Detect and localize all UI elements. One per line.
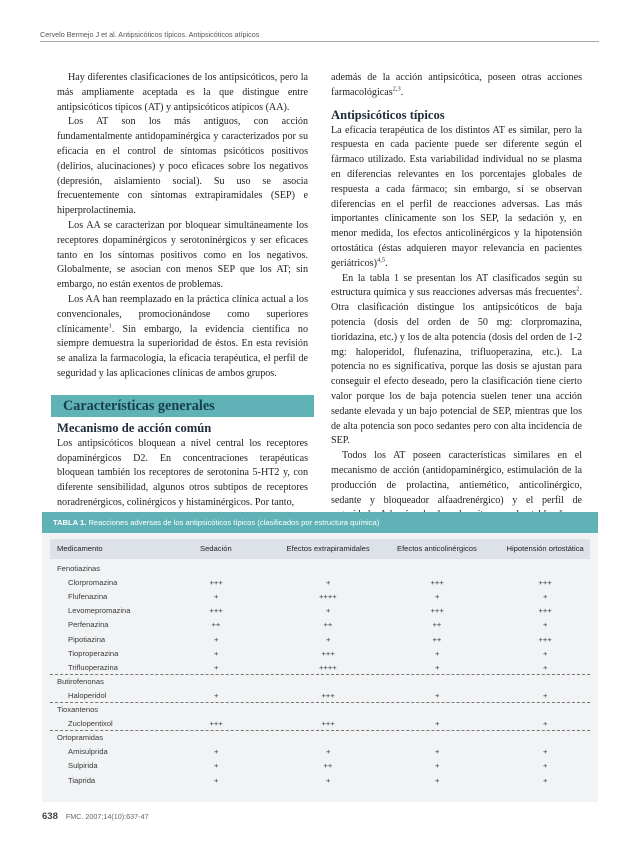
table-row bbox=[50, 759, 590, 773]
left-column bbox=[57, 71, 308, 511]
table-label: TABLA 1. bbox=[53, 518, 87, 527]
text-run: En la tabla 1 se presentan los AT clasificados según su estructura química y sus reacciones adversas más frecuentes bbox=[331, 272, 582, 299]
rating-cell: ++ bbox=[323, 620, 333, 630]
table-row bbox=[50, 745, 590, 759]
rating-cell: + bbox=[435, 719, 440, 729]
header-sedacion: Sedación bbox=[200, 544, 232, 553]
rating-cell: +++ bbox=[538, 578, 552, 588]
paragraph: Hay diferentes clasificaciones de los antipsicóticos, pero la más ampliamente aceptada es la que distingue entre antipsicóticos típicos (AT) y antipsicóticos atípicos (AA). bbox=[57, 72, 308, 113]
table-row bbox=[50, 604, 590, 618]
rating-cell: +++ bbox=[430, 606, 444, 616]
rating-cell: + bbox=[543, 747, 548, 757]
rating-cell: +++ bbox=[538, 606, 552, 616]
rating-cell: +++ bbox=[209, 578, 223, 588]
rating-cell: + bbox=[214, 690, 219, 700]
rating-cell: + bbox=[543, 775, 548, 785]
rating-cell: + bbox=[435, 761, 440, 771]
drug-name: Clorpromazina bbox=[68, 578, 118, 588]
rating-cell: ++ bbox=[432, 634, 442, 644]
table-title bbox=[42, 512, 598, 533]
rating-cell: ++++ bbox=[319, 592, 337, 602]
citation-ref: 4,5 bbox=[376, 256, 386, 264]
rating-cell: + bbox=[214, 648, 219, 658]
drug-name: Pipotiazina bbox=[68, 634, 106, 644]
rating-cell: + bbox=[543, 648, 548, 658]
text-run: además de la acción antipsicótica, poseen otras acciones farmacológicas bbox=[331, 72, 582, 98]
drug-name: Zuclopentixol bbox=[68, 719, 113, 729]
drug-name: Perfenazina bbox=[68, 620, 109, 630]
rating-cell: + bbox=[543, 620, 548, 630]
table-row bbox=[50, 717, 590, 731]
rating-cell: + bbox=[435, 592, 440, 602]
right-column bbox=[331, 71, 582, 538]
group-row bbox=[50, 731, 590, 745]
text-run: . bbox=[385, 257, 388, 269]
drug-name: Sulpirida bbox=[68, 761, 98, 771]
paragraph: Todos los AT poseen características similares en el mecanismo de acción (antidopaminérgico, estimulación de la producción de prolactina, antiemético, anticolinérgico, sedante y bloqueador alfaadrenérgico) y el perfil de bbox=[331, 450, 582, 506]
header-anticolinergicos: Efectos anticolinérgicos bbox=[397, 544, 477, 553]
drug-name: Levomepromazina bbox=[68, 606, 131, 616]
table-caption: Reacciones adversas de los antipsicóticos típicos (clasificados por estructura química) bbox=[88, 518, 380, 527]
section-title-banner: Características generales bbox=[51, 395, 314, 417]
rating-cell: + bbox=[214, 592, 219, 602]
header-rule bbox=[40, 41, 599, 42]
rating-cell: ++ bbox=[323, 761, 333, 771]
paragraph bbox=[331, 124, 582, 272]
rating-cell: + bbox=[435, 747, 440, 757]
drug-name: Flufenazina bbox=[68, 592, 108, 602]
rating-cell: + bbox=[214, 747, 219, 757]
rating-cell: + bbox=[543, 592, 548, 602]
rating-cell: +++ bbox=[430, 578, 444, 588]
rating-cell: + bbox=[326, 634, 331, 644]
rating-cell: ++ bbox=[432, 620, 442, 630]
rating-cell: + bbox=[543, 761, 548, 771]
rating-cell: + bbox=[214, 761, 219, 771]
text-run: . bbox=[400, 86, 404, 98]
paragraph bbox=[331, 272, 582, 450]
header-hipotension: Hipotensión ortostática bbox=[506, 544, 584, 553]
text-run: Los AA han reemplazado en la práctica clínica actual a los convencionales, promocionándose como superiores clínicamente bbox=[57, 293, 308, 335]
rating-cell: +++ bbox=[538, 634, 552, 644]
rating-cell: + bbox=[214, 662, 219, 672]
rating-cell: + bbox=[543, 662, 548, 672]
drug-name: Trifluoperazina bbox=[68, 662, 118, 672]
rating-cell: + bbox=[214, 775, 219, 785]
paragraph: Los AA se caracterizan por bloquear simultáneamente los receptores dopaminérgicos y serotoninérgicos y ser eficaces tanto en los síntomas positivos como en los negativos. Globalmente, se asocian con menos SEP que los AT; sin embargo, no están exentos de problemas. bbox=[57, 219, 308, 291]
table-1 bbox=[42, 512, 598, 802]
paragraph: Los antipsicóticos bloquean a nivel central los receptores dopaminérgicos D2. En concentraciones terapéuticas bloquean también los receptores de serotonina 5-HT2 y, con diferente sensibilidad, algunos otros subtipos de receptores noradrenérgicos, colinérgicos y histaminérgicos. Por tanto, bbox=[57, 437, 308, 508]
rating-cell: + bbox=[435, 690, 440, 700]
group-row bbox=[50, 562, 590, 576]
rating-cell: + bbox=[326, 775, 331, 785]
group-name: Tioxantenos bbox=[57, 705, 99, 714]
drug-name: Haloperidol bbox=[68, 690, 107, 700]
citation-ref: 1 bbox=[108, 322, 112, 330]
drug-name: Amisulprida bbox=[68, 747, 108, 757]
rating-cell: + bbox=[326, 747, 331, 757]
rating-cell: +++ bbox=[321, 719, 335, 729]
rating-cell: + bbox=[214, 634, 219, 644]
rating-cell: +++ bbox=[209, 606, 223, 616]
group-row bbox=[50, 675, 590, 689]
paragraph bbox=[331, 71, 582, 101]
paragraph: Los AT son los más antiguos, con acción fundamentalmente antidopaminérgica y caracterizados por su eficacia en el control de síntomas psicóticos positivos (delirios, alucinaciones) y poco eficaces sobre los negativos (depresión, aislamiento social). Su uso se asocia frecuentemente con síntomas extrapiramidales (SEP) e hiperprolactinemia. bbox=[57, 116, 308, 217]
group-name: Ortopramidas bbox=[57, 733, 104, 743]
group-name: Butirofenonas bbox=[57, 676, 104, 686]
rating-cell: + bbox=[435, 648, 440, 658]
paragraph bbox=[57, 293, 308, 382]
text-run: . Otra clasificación distingue los antipsicóticos de baja potencia (dosis del orden de 50 mg: clorpromazina, tioridazina, etc.) y los de alta potencia (dosis del orden de 1-2 mg: haloperidol, flufenazina, trifluoperazina, etc.). La potencia no es significativa, porque las dosis se ajustan para conseguir el efecto deseado, pero la clasificación tiene cierto valor porque los de baja potencia suelen tener una acción sedante elevada y un bajo potencial de SEP, mientras que los de alta potencia son poco sedantes pero con alta incidencia de SEP. bbox=[331, 287, 582, 447]
citation-ref: 2 bbox=[576, 286, 580, 293]
rating-cell: +++ bbox=[321, 648, 335, 658]
subheading: Mecanismo de acción común bbox=[57, 420, 212, 435]
table-row bbox=[50, 576, 590, 590]
rating-cell: + bbox=[435, 775, 440, 785]
rating-cell: +++ bbox=[209, 719, 223, 729]
table-row bbox=[50, 633, 590, 647]
rating-cell: ++ bbox=[211, 620, 221, 630]
table-row bbox=[50, 689, 590, 703]
table-row bbox=[50, 774, 590, 788]
drug-name: Tioproperazina bbox=[68, 648, 119, 658]
rating-cell: + bbox=[326, 606, 331, 616]
rating-cell: + bbox=[543, 690, 548, 700]
rating-cell: + bbox=[326, 578, 331, 588]
table-row bbox=[50, 618, 590, 632]
subheading: Antipsicóticos típicos bbox=[331, 107, 445, 122]
text-run: . Sin embargo, la evidencia científica no siempre demuestra la superioridad de éstos. En esta revisión se analiza la farmacología, la eficacia terapéutica, el perfil de seguridad y las aplicaciones clínicas de ambos grupos. bbox=[57, 323, 308, 379]
rating-cell: ++++ bbox=[319, 662, 337, 672]
table-header-row bbox=[50, 539, 590, 559]
citation-ref: 2,3 bbox=[392, 85, 401, 93]
rating-cell: + bbox=[435, 662, 440, 672]
page-footer bbox=[42, 811, 149, 822]
group-name: Fenotiazinas bbox=[57, 564, 101, 573]
table-row bbox=[50, 647, 590, 661]
rating-cell: + bbox=[543, 719, 548, 729]
table-row bbox=[50, 661, 590, 675]
rating-cell: +++ bbox=[321, 690, 335, 700]
drug-name: Tiaprida bbox=[68, 775, 96, 785]
text-run: La eficacia terapéutica de los distintos AT es similar, pero la respuesta en cada paciente puede ser diferente según el fármaco utilizado. Esta variabilidad individual no se plasma en diferencias relevantes en los porcentajes globales de respuesta a cada fármaco; sin embargo, sí se observan diferencias en el perfil de reacciones adversas. Las más importantes clínicamente son los SEP, la sedación y, en menor medida, los efectos anticolinérgicos y la hipotensión ortostática (éstas adquieren mayor relevancia en pacientes geriátricos) bbox=[331, 124, 582, 269]
running-head: Cervelo Bermejo J et al. Antipsicóticos típicos. Antipsicóticos atípicos bbox=[40, 30, 260, 39]
header-medicamento: Medicamento bbox=[57, 544, 103, 553]
page-number: 638 bbox=[42, 811, 58, 822]
header-extrapiramidales: Efectos extrapiramidales bbox=[286, 544, 370, 553]
journal-citation: FMC. 2007;14(10):637-47 bbox=[65, 812, 149, 821]
table-row bbox=[50, 590, 590, 604]
group-row bbox=[50, 703, 590, 717]
